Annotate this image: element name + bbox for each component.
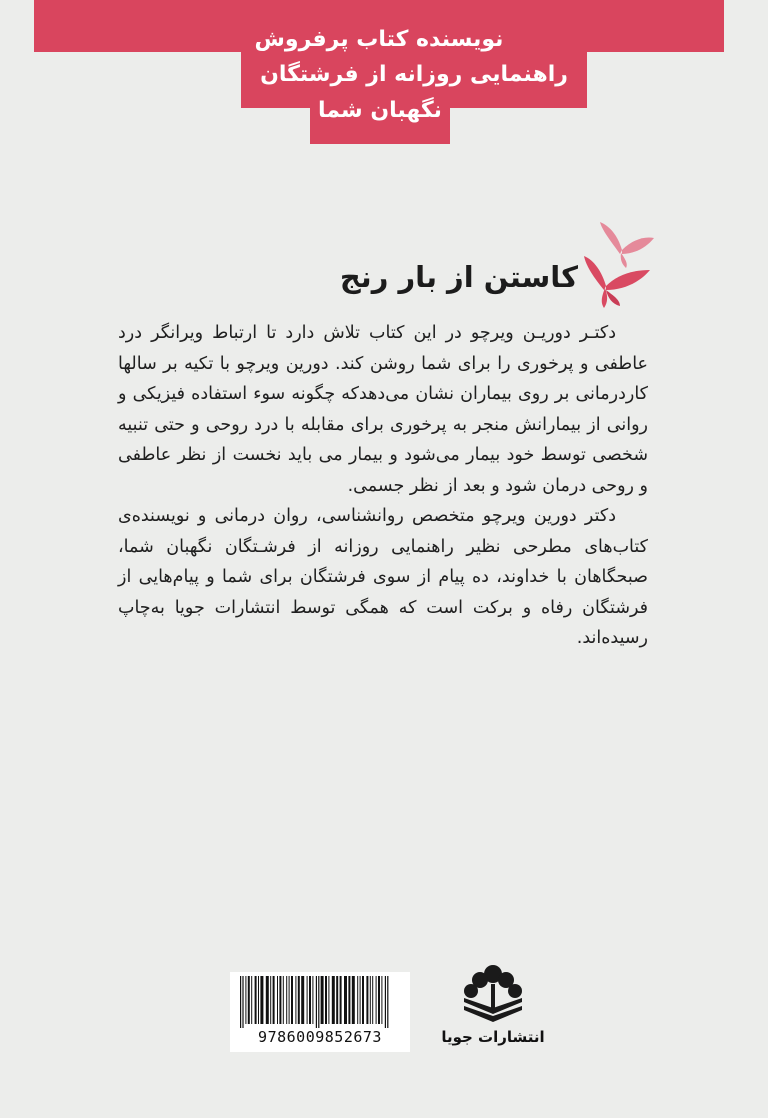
publisher-logo-icon — [458, 962, 528, 1028]
barcode-bars — [238, 976, 402, 1028]
barcode — [230, 972, 410, 1052]
banner-line-1: نویسنده کتاب پرفروش — [254, 27, 504, 52]
description-text — [118, 318, 648, 654]
description-paragraph-1: دکتـر دوریـن ویرچو در این کتاب تلاش دارد تا ارتباط ویرانگر درد عاطفی و پرخوری را برای شما روشن کند. دورین ویرچو با تکیه بر سالها کاردرمانی بر روی بیماران نشان می‌دهدکه چگونه سوء استفاده فیزیکی و روانی از بیمارانش منجر به پرخوری برای مقابله با درد روحی و حتی تنبیه شخصی توسط خود بیمار می‌شود و بیمار می باید نخست از نظر عاطفی و روحی درمان شود و بعد از نظر جسمی. — [118, 323, 648, 496]
butterfly-icon — [580, 220, 656, 310]
banner-line-2: راهنمایی روزانه از فرشتگان — [260, 62, 568, 87]
publisher-name: انتشارات جویا — [441, 1028, 545, 1046]
book-title: کاستن از بار رنج — [339, 260, 578, 294]
description-paragraph-2: دکتر دورین ویرچو متخصص روانشناسی، روان درمانی و نویسنده‌ی کتاب‌های مطرحی نظیر راهنمایی روزانه از فرشـتگان نگهبان شما، صبحگاهان با خداوند، ده پیام از سوی فرشتگان برای شما و پیام‌هایی از فرشتگان رفاه و برکت است که همگی توسط انتشارات جویا به‌چاپ رسیده‌اند. — [118, 506, 648, 648]
isbn-number: 9786009852673 — [258, 1028, 382, 1046]
banner-line-3: نگهبان شما — [318, 98, 442, 123]
